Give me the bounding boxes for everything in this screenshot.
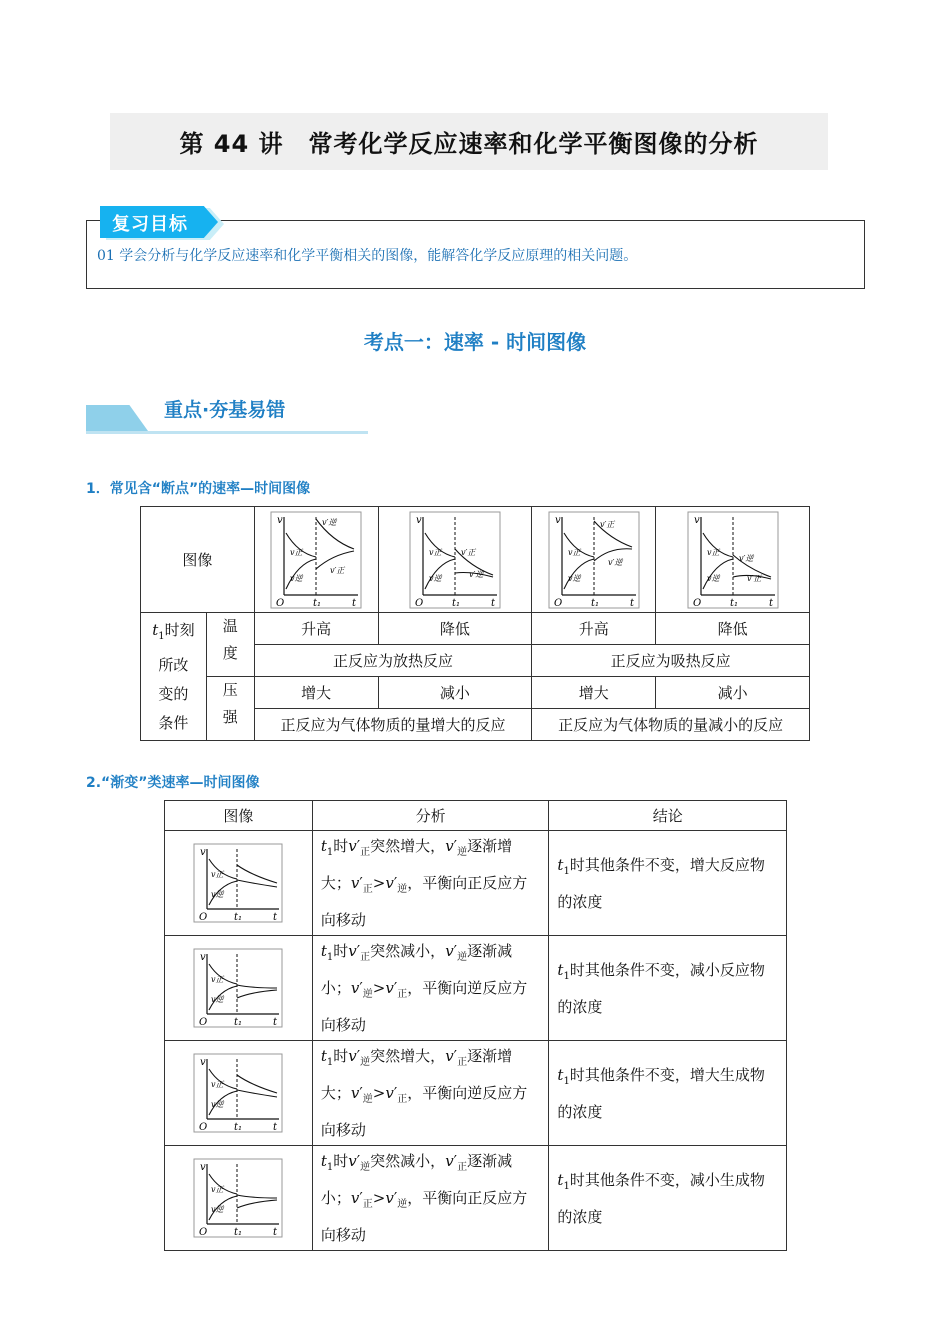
v-prime-top-label: v′逆 xyxy=(322,517,337,527)
v-reverse-label: v逆 xyxy=(290,573,303,583)
v-prime-jump-curve xyxy=(237,1075,277,1093)
t1-label: t₁ xyxy=(451,597,460,609)
graph-cell xyxy=(165,831,313,936)
v-prime-bottom-label: v′正 xyxy=(746,573,761,583)
temp-note: 正反应为吸热反应 xyxy=(532,645,810,677)
part2-heading: 2.“渐变”类速率—时间图像 xyxy=(86,775,260,791)
v-axis-label: v xyxy=(200,1057,207,1068)
goal-tag xyxy=(100,206,218,238)
origin-label: O xyxy=(276,597,285,609)
condition-label: $t_1$时刻 所改 变的 条件 xyxy=(141,613,207,741)
v-prime-bottom-label: v′正 xyxy=(330,565,345,575)
graph-cell xyxy=(165,936,313,1041)
graph-cell xyxy=(165,1041,313,1146)
v-reverse-label: v逆 xyxy=(211,890,224,899)
origin-label: O xyxy=(199,1122,208,1133)
header-image: 图像 xyxy=(165,801,313,831)
v-forward-label: v正 xyxy=(211,1080,224,1089)
t-axis-label: t xyxy=(273,1017,278,1028)
part1-heading: 1．常见含“断点”的速率—时间图像 xyxy=(86,481,311,497)
t-axis-label: t xyxy=(273,912,278,923)
t1-label: t₁ xyxy=(234,912,243,923)
origin-label: O xyxy=(199,1227,208,1238)
page-title: 第 44 讲 常考化学反应速率和化学平衡图像的分析 xyxy=(179,130,759,158)
title-bar xyxy=(110,113,828,170)
goal-text: 01 学会分析与化学反应速率和化学平衡相关的图像，能解答化学反应原理的相关问题。 xyxy=(97,248,638,264)
v-prime-top-label: v′正 xyxy=(599,519,615,529)
pressure-label: 压强 xyxy=(206,677,254,741)
v-reverse-label: v逆 xyxy=(428,573,442,583)
v-prime-jump-curve xyxy=(237,1200,277,1208)
gradual-graph-1 xyxy=(193,843,283,923)
v-prime-bottom-label: v′逆 xyxy=(468,569,484,579)
v-forward-label: v正 xyxy=(706,547,720,557)
v-prime-top-label: v′逆 xyxy=(738,553,753,563)
image-row-label: 图像 xyxy=(141,507,255,613)
graph-cell xyxy=(656,507,810,613)
gradual-graph-2 xyxy=(193,948,283,1028)
v-reverse-label: v逆 xyxy=(706,573,720,583)
v-prime-jump-curve xyxy=(237,865,277,883)
rate-time-graph-2 xyxy=(409,511,501,609)
v-forward-label: v正 xyxy=(567,547,581,557)
v-axis-label: v xyxy=(200,1162,207,1173)
analysis-cell: $t_1$时$v'_逆$突然减小，$v'_正$逐渐减小；$v'_正>v'_逆$，平衡向正反应方向移动 xyxy=(312,1146,549,1251)
analysis-cell: $t_1$时$v'_正$突然增大，$v'_逆$逐渐增大；$v'_正>v'_逆$，平衡向正反应方向移动 xyxy=(312,831,549,936)
analysis-cell: $t_1$时$v'_逆$突然增大，$v'_正$逐渐增大；$v'_逆>v'_正$，平衡向逆反应方向移动 xyxy=(312,1041,549,1146)
v-forward-label: v正 xyxy=(428,547,442,557)
v-forward-label: v正 xyxy=(290,547,303,557)
v-prime-gradual-curve xyxy=(237,1195,277,1198)
pressure-value: 增大 xyxy=(254,677,378,709)
v-reverse-label: v逆 xyxy=(211,995,224,1004)
temp-value: 降低 xyxy=(656,613,810,645)
t1-label: t₁ xyxy=(234,1227,243,1238)
v-axis-label: v xyxy=(554,514,561,526)
v-forward-label: v正 xyxy=(211,975,224,984)
key-banner xyxy=(86,399,368,433)
rate-time-graph-4 xyxy=(687,511,779,609)
v-axis-label: v xyxy=(693,514,700,526)
goal-tag-label: 复习目标 xyxy=(112,214,188,235)
t-axis-label: t xyxy=(352,597,357,609)
temp-value: 降低 xyxy=(378,613,532,645)
header-analysis: 分析 xyxy=(312,801,549,831)
v-reverse-label: v逆 xyxy=(211,1205,224,1214)
t-axis-label: t xyxy=(273,1227,278,1238)
v-prime-gradual-curve xyxy=(237,985,277,988)
conclusion-cell: $t_1$时其他条件不变，增大反应物的浓度 xyxy=(549,831,787,936)
t-axis-label: t xyxy=(768,597,773,609)
pressure-value: 减小 xyxy=(378,677,532,709)
pressure-note: 正反应为气体物质的量增大的反应 xyxy=(254,709,532,741)
v-prime-top-label: v′正 xyxy=(460,547,476,557)
v-reverse-label: v逆 xyxy=(211,1100,224,1109)
t1-label: t₁ xyxy=(234,1017,243,1028)
v-reverse-label: v逆 xyxy=(567,573,581,583)
t1-label: t₁ xyxy=(313,597,322,609)
pressure-value: 减小 xyxy=(656,677,810,709)
origin-label: O xyxy=(199,1017,208,1028)
v-prime-bottom-label: v′逆 xyxy=(607,557,623,567)
analysis-cell: $t_1$时$v'_正$突然减小，$v'_逆$逐渐减小；$v'_逆>v'_正$，平衡向逆反应方向移动 xyxy=(312,936,549,1041)
conclusion-cell: $t_1$时其他条件不变，减小反应物的浓度 xyxy=(549,936,787,1041)
gradual-graph-4 xyxy=(193,1158,283,1238)
t1-label: t₁ xyxy=(729,597,738,609)
t-axis-label: t xyxy=(273,1122,278,1133)
key-banner-label: 重点·夯基易错 xyxy=(164,399,286,421)
t1-label: t₁ xyxy=(590,597,599,609)
v-forward-label: v正 xyxy=(211,870,224,879)
temp-value: 升高 xyxy=(254,613,378,645)
origin-label: O xyxy=(692,597,701,609)
temp-value: 升高 xyxy=(532,613,656,645)
origin-label: O xyxy=(553,597,562,609)
graph-cell xyxy=(378,507,532,613)
origin-label: O xyxy=(199,912,208,923)
header-conclusion: 结论 xyxy=(549,801,787,831)
gradual-graph-3 xyxy=(193,1053,283,1133)
breakpoint-table xyxy=(140,506,810,741)
pressure-note: 正反应为气体物质的量减小的反应 xyxy=(532,709,810,741)
graph-cell xyxy=(254,507,378,613)
v-axis-label: v xyxy=(200,847,207,858)
t1-label: t₁ xyxy=(234,1122,243,1133)
v-axis-label: v xyxy=(277,514,283,526)
temperature-label: 温度 xyxy=(206,613,254,677)
v-axis-label: v xyxy=(415,514,422,526)
v-forward-label: v正 xyxy=(211,1185,224,1194)
t-axis-label: t xyxy=(629,597,634,609)
v-prime-jump-curve xyxy=(237,990,277,998)
rate-time-graph-3 xyxy=(548,511,640,609)
t-axis-label: t xyxy=(490,597,495,609)
v-axis-label: v xyxy=(200,952,207,963)
origin-label: O xyxy=(414,597,424,609)
graph-cell xyxy=(532,507,656,613)
graph-cell xyxy=(165,1146,313,1251)
gradual-table xyxy=(164,800,787,1251)
conclusion-cell: $t_1$时其他条件不变，减小生成物的浓度 xyxy=(549,1146,787,1251)
rate-time-graph-1 xyxy=(270,511,362,609)
conclusion-cell: $t_1$时其他条件不变，增大生成物的浓度 xyxy=(549,1041,787,1146)
pressure-value: 增大 xyxy=(532,677,656,709)
section-title: 考点一：速率 - 时间图像 xyxy=(363,330,587,354)
temp-note: 正反应为放热反应 xyxy=(254,645,532,677)
